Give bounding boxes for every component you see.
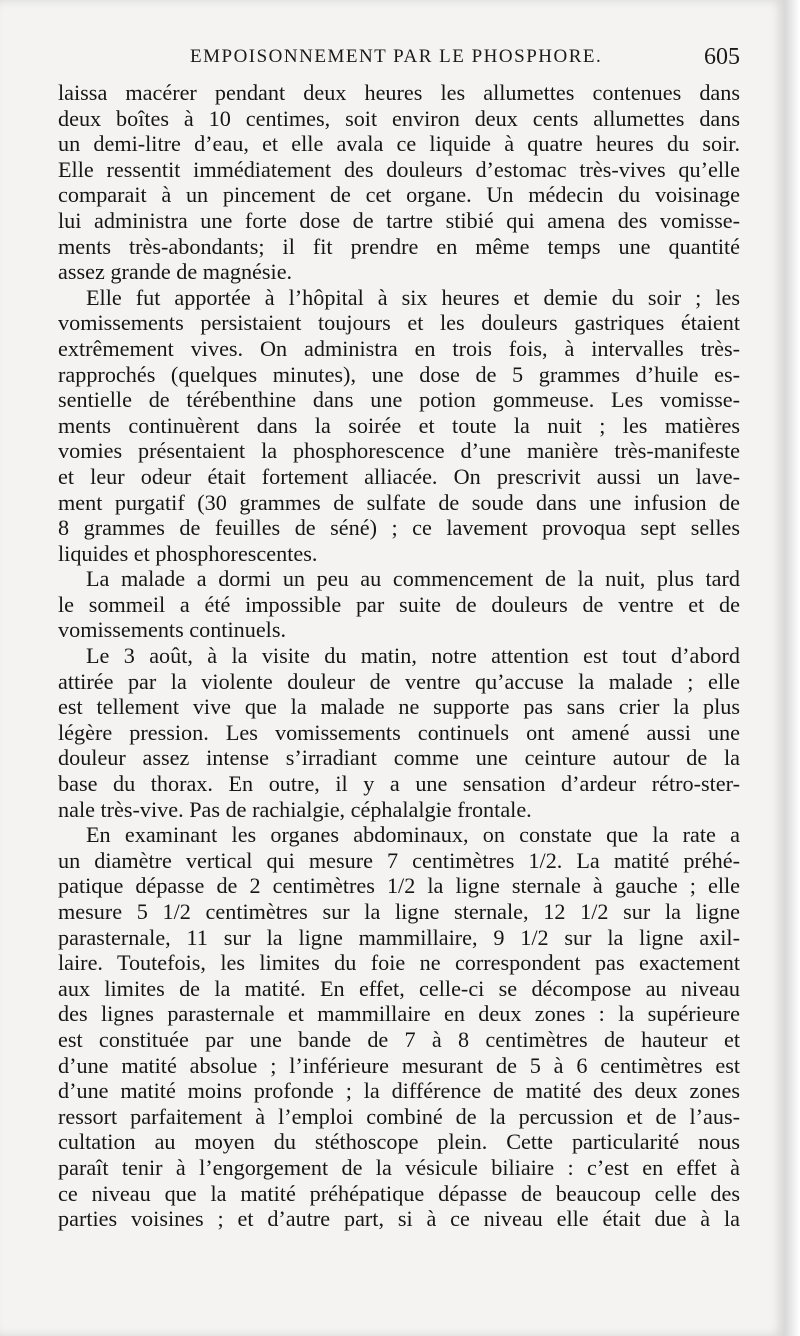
text-line: assez grande de magnésie.	[58, 259, 293, 285]
text-line: ressort parfaitement à l’emploi combiné de la percussion et de l’aus-	[58, 1103, 740, 1129]
text-line: Le 3 août, à la visite du matin, notre attention est tout d’abord	[86, 643, 740, 669]
text-line: 8 grammes de feuilles de séné) ; ce lavement provoqua sept selles	[58, 515, 740, 541]
page-number: 605	[704, 44, 740, 70]
text-line: laissa macérer pendant deux heures les allumettes contenues dans	[58, 80, 740, 105]
text-line: rapprochés (quelques minutes), une dose de 5 grammes d’huile es-	[58, 361, 740, 387]
text-line: base du thorax. En outre, il y a une sensation d’ardeur rétro-ster-	[58, 771, 740, 797]
text-line: cultation au moyen du stéthoscope plein. Cette particularité nous	[58, 1129, 740, 1155]
text-line: lui administra une forte dose de tartre stibié qui amena des vomisse-	[58, 207, 740, 233]
text-line: ment purgatif (30 grammes de sulfate de soude dans une infusion de	[58, 489, 740, 515]
text-line: le sommeil a été impossible par suite de douleurs de ventre et de	[58, 591, 740, 617]
text-line: laire. Toutefois, les limites du foie ne correspondent pas exactement	[58, 950, 740, 976]
text-line: d’une matité moins profonde ; la différence de matité des deux zones	[58, 1078, 740, 1104]
text-line: mesure 5 1/2 centimètres sur la ligne sternale, 12 1/2 sur la ligne	[58, 899, 740, 924]
text-line: ce niveau que la matité préhépatique dépasse de beaucoup celle des	[58, 1180, 740, 1206]
text-line: douleur assez intense s’irradiant comme une ceinture autour de la	[58, 745, 740, 771]
page-header	[60, 42, 740, 76]
text-line: ments continuèrent dans la soirée et toute la nuit ; les matières	[58, 412, 740, 438]
text-line: Elle fut apportée à l’hôpital à six heures et demie du soir ; les	[86, 284, 740, 310]
text-line: et leur odeur était fortement alliacée. On prescrivit aussi un lave-	[58, 463, 740, 489]
text-line: parties voisines ; et d’autre part, si à ce niveau elle était due à la	[58, 1206, 740, 1232]
text-line: des lignes parasternale et mammillaire en deux zones : la supérieure	[58, 1001, 740, 1027]
text-line: sentielle de térébenthine dans une potion gommeuse. Les vomisse-	[58, 387, 740, 413]
text-line: parasternale, 11 sur la ligne mammillaire, 9 1/2 sur la ligne axil-	[58, 924, 740, 950]
text-line: est tellement vive que la malade ne supporte pas sans crier la plus	[58, 694, 740, 720]
body-text	[58, 80, 740, 1232]
text-line: d’une matité absolue ; l’inférieure mesurant de 5 à 6 centimètres est	[58, 1052, 740, 1078]
text-line: légère pression. Les vomissements continuels ont amené aussi une	[58, 719, 740, 745]
text-line: attirée par la violente douleur de ventre qu’accuse la malade ; elle	[58, 668, 740, 694]
running-title: EMPOISONNEMENT PAR LE PHOSPHORE.	[190, 46, 603, 67]
text-line: vomissements persistaient toujours et les douleurs gastriques étaient	[58, 310, 740, 336]
text-line: deux boîtes à 10 centimes, soit environ deux cents allumettes dans	[58, 105, 740, 131]
text-line: En examinant les organes abdominaux, on constate que la rate a	[86, 822, 740, 848]
text-line: liquides et phosphorescentes.	[58, 540, 318, 566]
text-line: vomies présentaient la phosphorescence d’une manière très-manifeste	[58, 438, 740, 464]
text-line: comparait à un pincement de cet organe. Un médecin du voisinage	[58, 182, 740, 208]
text-line: paraît tenir à l’engorgement de la vésicule biliaire : c’est en effet à	[58, 1154, 740, 1180]
page-edge-shadow	[785, 0, 800, 1336]
text-line: vomissements continuels.	[58, 617, 287, 643]
text-line: patique dépasse de 2 centimètres 1/2 la ligne sternale à gauche ; elle	[58, 873, 740, 899]
text-line: Elle ressentit immédiatement des douleurs d’estomac très-vives qu’elle	[58, 156, 740, 182]
text-line: un diamètre vertical qui mesure 7 centimètres 1/2. La matité préhé-	[58, 847, 740, 873]
text-line: aux limites de la matité. En effet, celle-ci se décompose au niveau	[58, 975, 740, 1001]
text-line: nale très-vive. Pas de rachialgie, céphalalgie frontale.	[58, 796, 532, 822]
text-line: est constituée par une bande de 7 à 8 centimètres de hauteur et	[58, 1026, 740, 1052]
text-line: extrêmement vives. On administra en trois fois, à intervalles très-	[58, 335, 740, 361]
text-line: La malade a dormi un peu au commencement de la nuit, plus tard	[86, 566, 740, 592]
text-line: un demi-litre d’eau, et elle avala ce liquide à quatre heures du soir.	[58, 131, 740, 157]
text-line: ments très-abondants; il fit prendre en même temps une quantité	[58, 233, 740, 259]
